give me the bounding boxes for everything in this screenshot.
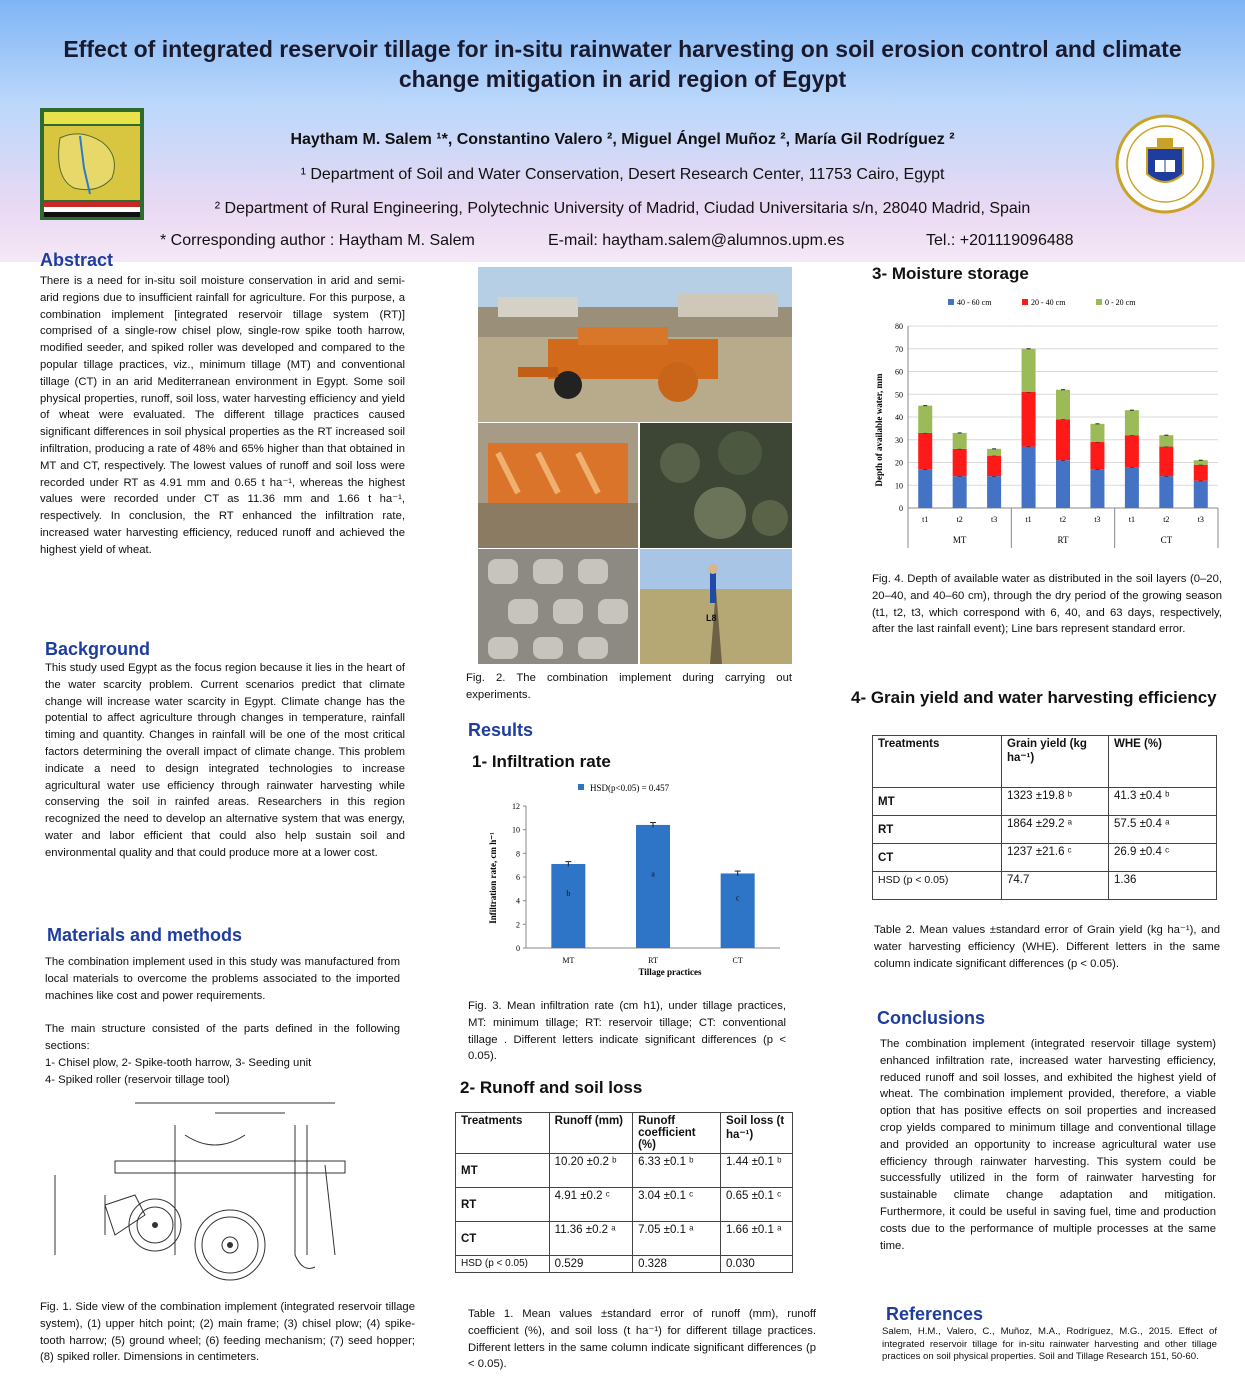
methods-text-1: The combination implement used in this study was manufactured from local materials to overcome the problems associated to the imported machines like cost and power requirements. [45, 956, 400, 1002]
table-header: Treatments [873, 736, 1002, 788]
table-row [873, 816, 1217, 844]
photo-label: L8 [706, 613, 717, 623]
chart2-group-label: RT [1057, 535, 1069, 545]
table-header-row [456, 1113, 793, 1154]
table-cell: HSD (p < 0.05) [873, 872, 1002, 900]
chart2-y-tick-label: 10 [895, 481, 903, 491]
fig4-caption: Fig. 4. Depth of available water as distributed in the soil layers (0–20, 20–40, and 40–60 cm), through the dry period of the growing season (t1, t2, t3, which correspond with 6, 40, and 63 days, respectively, after the last rainfall event); Line bars represent standard error. [872, 573, 1222, 636]
table-cell: 0.65 ±0.1 ᶜ [721, 1188, 793, 1222]
spiked-roller-photo [640, 423, 792, 548]
poster-title: Effect of integrated reservoir tillage for in-situ rainwater harvesting on soil erosion control and climate change mitigation in arid region of Egypt [63, 36, 1182, 92]
chart2-bar-segment [1194, 460, 1208, 465]
table-cell: MT [456, 1154, 550, 1188]
infiltration-heading: 1- Infiltration rate [472, 752, 611, 771]
chart2-ylabel: Depth of available water, mm [874, 373, 884, 487]
chart2-y-tick-label: 60 [895, 367, 903, 377]
chart2-bar-segment [987, 449, 1001, 456]
chart2-bar-segment [1194, 465, 1208, 481]
table-cell: 1.44 ±0.1 ᵇ [721, 1154, 793, 1188]
chart2-y-tick-label: 0 [899, 504, 903, 513]
chart2-bar-segment [953, 476, 967, 508]
chart2-y-tick-label: 80 [895, 322, 903, 331]
chart2-y-tick-label: 50 [895, 390, 903, 400]
legend-swatch [578, 784, 584, 790]
table-header: Runoff (mm) [549, 1113, 632, 1154]
desert-research-center-logo [40, 108, 144, 220]
affiliation-2: ² Department of Rural Engineering, Polytechnic University of Madrid, Ciudad Universitaria s/n, 28040 Madrid, Spain [214, 200, 1031, 217]
table-cell: HSD (p < 0.05) [456, 1256, 550, 1273]
runoff-table [455, 1112, 793, 1273]
methods-text-2: The main structure consisted of the parts defined in the following sections: [45, 1023, 400, 1052]
table-cell: 74.7 [1002, 872, 1109, 900]
references-heading: References [886, 1304, 984, 1324]
chart1-significance-letter: a [651, 869, 655, 879]
chart2-y-tick-label: 40 [895, 413, 903, 422]
chart2-bar-segment [1125, 435, 1139, 467]
chart1-significance-letter: b [566, 888, 571, 898]
table-row [873, 788, 1217, 816]
methods-list-1: 1- Chisel plow, 2- Spike-tooth harrow, 3- Seeding unit [45, 1057, 312, 1069]
fig3-caption: Fig. 3. Mean infiltration rate (cm h1), under tillage practices, MT: minimum tillage; RT: reservoir tillage; CT: conventional tillage . Different letters indicate significant differences (p < 0.05). [468, 1000, 786, 1063]
chart2-x-tick-label: t1 [1128, 515, 1136, 524]
chart2-bar-segment [1125, 410, 1139, 435]
background-heading: Background [45, 639, 151, 659]
soil-reservoir-pattern-photo [478, 549, 638, 664]
chart2-bar-segment [1022, 392, 1036, 447]
chart2-bar-segment [953, 449, 967, 476]
chart2-x-tick-label: t2 [1059, 515, 1067, 524]
table-cell: 26.9 ±0.4 ᶜ [1109, 844, 1217, 872]
abstract-heading: Abstract [40, 250, 114, 270]
chart2-bar-segment [953, 433, 967, 449]
table-cell: 0.328 [633, 1256, 721, 1273]
chart1-y-tick-label: 12 [512, 802, 520, 811]
chart2-legend-swatch [1096, 299, 1102, 305]
upm-seal-logo [1113, 108, 1217, 220]
chart2-bar-segment [1056, 419, 1070, 460]
chart2-y-tick-label: 30 [895, 435, 903, 445]
chart2-bar-segment [987, 476, 1001, 508]
table-header: Treatments [456, 1113, 550, 1154]
chart2-x-tick-label: t3 [990, 515, 998, 524]
chart2-bar-segment [1159, 435, 1173, 446]
references-text: Salem, H.M., Valero, C., Muñoz, M.A., Rodríguez, M.G., 2015. Effect of integrated reservoir tillage for in-situ rainwater harvesting and other tillage practices on soil physical properties. Soil and Tillage Research 151, 50-60. [882, 1326, 1217, 1362]
chart1-xlabel: Tillage practices [638, 967, 702, 977]
conclusions-heading: Conclusions [877, 1008, 986, 1028]
implement-side-view-drawing [45, 1095, 405, 1295]
chart2-bar-segment [1056, 460, 1070, 508]
chart1-y-tick-label: 10 [512, 825, 520, 835]
table-cell: 3.04 ±0.1 ᶜ [633, 1188, 721, 1222]
table-row [456, 1188, 793, 1222]
moisture-heading: 3- Moisture storage [872, 264, 1029, 283]
table2-caption: Table 2. Mean values ±standard error of Grain yield (kg ha⁻¹), and water harvesting efficiency (WHE). Different letters in the same column indicate significant differences (p < 0.05). [874, 924, 1220, 970]
table-cell: 11.36 ±0.2 ᵃ [549, 1222, 632, 1256]
table-row [456, 1222, 793, 1256]
chart2-group-label: CT [1160, 535, 1173, 545]
implement-photo-field [478, 267, 792, 422]
poster-header [0, 0, 1245, 262]
chart2-bar-segment [1090, 442, 1104, 469]
table1-caption: Table 1. Mean values ±standard error of runoff (mm), runoff coefficient (%), and soil loss (t ha⁻¹) for different tillage practices. Different letters in the same column indicate significant differences (p < 0.05). [468, 1308, 816, 1371]
chart2-legend-swatch [1022, 299, 1028, 305]
author-email: E-mail: haytham.salem@alumnos.upm.es [548, 232, 845, 249]
table-cell: 1237 ±21.6 ᶜ [1002, 844, 1109, 872]
table-header-row [873, 736, 1217, 788]
wheat-field-photo [640, 549, 792, 664]
table-cell: 10.20 ±0.2 ᵇ [549, 1154, 632, 1188]
table-cell: CT [456, 1222, 550, 1256]
chart2-y-tick-label: 20 [895, 458, 903, 468]
yield-table [872, 735, 1217, 900]
chart2-bar-segment [1090, 424, 1104, 442]
chart2-bar-segment [1159, 447, 1173, 477]
background-text: This study used Egypt as the focus region because it lies in the heart of the water scarcity problem. Current scenarios predict that climate change will increase water scarcity in Egypt. Climate change has the potential to affect agriculture through changes in temperature, rainfall timing and quantity. Changes in rainfall will be one of the most critical factors determining the overall impact of climate change. This problem indicate a need to design integrated technologies to increase agricultural water use efficiency through rainwater harvesting while conserving the soil in rainfed areas. Researchers in this region recognized the need to develop an alternative system that was energy, water and labor efficient that could also help sustain soil and environmental quality and that could produce more at a lower cost. [45, 662, 405, 859]
chart2-bar-segment [1022, 447, 1036, 508]
chart2-bar-segment [1090, 469, 1104, 508]
conclusions-text: The combination implement (integrated reservoir tillage system) enhanced infiltration rate, increased water harvesting efficiency, reduced runoff and soil losses, and exhibited the highest yield of wheat. The combination implement provided, therefore, a viable option that has positive effects on soil properties and increased crop yields compared to minimum tillage and conventional tillage and provided an opportunity to increase agricultural water use efficiency through rainwater harvesting. This system could be successfully utilized in the form of rainwater harvesting for sustainable climate change adaptation and mitigation. Furthermore, it could be useful in saving fuel, time and production costs due to the performance of multiple processes at the same time. [880, 1038, 1216, 1252]
chart1-bar [636, 825, 670, 948]
table-row [456, 1256, 793, 1273]
methods-heading: Materials and methods [47, 925, 243, 945]
chart2-x-tick-label: t3 [1094, 515, 1101, 524]
chart1-y-tick-label: 0 [516, 944, 520, 953]
table-cell: MT [873, 788, 1002, 816]
table-cell: 1.66 ±0.1 ᵃ [721, 1222, 793, 1256]
chart1-x-tick-label: MT [562, 956, 575, 965]
chart1-y-tick-label: 8 [516, 849, 520, 859]
chart1-x-tick-label: RT [648, 956, 658, 965]
chart2-x-tick-label: t2 [1163, 515, 1170, 524]
chart1-y-tick-label: 4 [516, 896, 520, 906]
methods-list-2: 4- Spiked roller (reservoir tillage tool) [45, 1074, 230, 1086]
chart2-bar-segment [1125, 467, 1139, 508]
table-row [873, 872, 1217, 900]
author-list: Haytham M. Salem ¹*, Constantino Valero ², Miguel Ángel Muñoz ², María Gil Rodríguez ² [290, 131, 955, 148]
chart2-x-tick-label: t1 [1025, 515, 1032, 524]
infiltration-chart [480, 778, 800, 996]
table-cell: 1.36 [1109, 872, 1217, 900]
results-heading: Results [468, 720, 534, 740]
table-header: Grain yield (kg ha⁻¹) [1002, 736, 1109, 788]
chart2-bar-segment [918, 433, 932, 469]
table-cell: 57.5 ±0.4 ᵃ [1109, 816, 1217, 844]
chart2-bar-segment [918, 469, 932, 508]
chart2-group-label: MT [952, 535, 967, 545]
chart1-ylabel: Infiltration rate, cm h⁻¹ [488, 832, 498, 924]
abstract-text: There is a need for in-situ soil moisture conservation in arid and semi-arid regions due to insufficient rainfall for agriculture. For this purpose, a combination implement [integrated reservoir tillage system (RT)] comprised of a single-row chisel plow, single-row spike tooth harrow, modified seeder, and spiked roller was developed and compared to the popular tillage practices, viz., minimum tillage (MT) and conventional tillage (CT) in an arid Mediterranean environment in Egypt. Some soil physical properties, runoff, soil loss, water harvesting efficiency and yield of wheat were evaluated. The different tillage practices caused significant differences in soil physical properties as the RT increased soil infiltration, producing a rate of 48% and 65% higher than that obtained in MT and CT, respectively. The lowest values of runoff and soil loss were recorded under RT as 4.91 mm and 0.65 t ha⁻¹, whereas the highest values were recorded under CT as 11.36 mm and 1.66 t ha⁻¹, respectively. In conclusion, the RT enhanced the infiltration rate, increased water harvesting efficiency, reduced runoff and achieved the highest yield of wheat. [40, 275, 405, 556]
chart1-y-tick-label: 6 [516, 873, 520, 882]
table-row [456, 1154, 793, 1188]
chart2-bar-segment [1056, 390, 1070, 420]
chart2-bar-segment [1022, 349, 1036, 392]
moisture-storage-chart [868, 290, 1228, 565]
table-cell: 4.91 ±0.2 ᶜ [549, 1188, 632, 1222]
runoff-heading: 2- Runoff and soil loss [460, 1078, 643, 1097]
table-header: WHE (%) [1109, 736, 1217, 788]
table-cell: 0.529 [549, 1256, 632, 1273]
table-cell: 0.030 [721, 1256, 793, 1273]
table-cell: CT [873, 844, 1002, 872]
table-cell: 6.33 ±0.1 ᵇ [633, 1154, 721, 1188]
table-cell: 1864 ±29.2 ᵃ [1002, 816, 1109, 844]
chart1-bar [721, 873, 755, 948]
chart2-legend-label: 40 - 60 cm [957, 298, 992, 307]
implement-photo-closeup [478, 423, 638, 548]
table-row [873, 844, 1217, 872]
chart2-x-tick-label: t3 [1197, 515, 1204, 524]
fig1-caption: Fig. 1. Side view of the combination implement (integrated reservoir tillage system), (1) upper hitch point; (2) main frame; (3) chisel plow; (4) spike-tooth harrow; (5) ground wheel; (6) feeding mechanism; (7) seed hopper; (8) spiked roller. Dimensions in centimeters. [40, 1301, 415, 1364]
chart2-bar-segment [987, 456, 1001, 476]
chart2-bar-segment [918, 406, 932, 433]
table-cell: RT [456, 1188, 550, 1222]
chart1-x-tick-label: CT [732, 956, 743, 965]
table-header: Soil loss (t ha⁻¹) [721, 1113, 793, 1154]
table-cell: 7.05 ±0.1 ᵃ [633, 1222, 721, 1256]
table-cell: RT [873, 816, 1002, 844]
table-cell: 1323 ±19.8 ᵇ [1002, 788, 1109, 816]
corresponding-author: * Corresponding author : Haytham M. Salem [160, 232, 475, 249]
chart2-bar-segment [1159, 476, 1173, 508]
chart1-significance-letter: c [735, 893, 740, 903]
chart1-legend: HSD(p<0.05) = 0.457 [590, 783, 670, 793]
table-cell: 41.3 ±0.4 ᵇ [1109, 788, 1217, 816]
table-header: Runoff coefficient (%) [633, 1113, 721, 1154]
chart2-legend-swatch [948, 299, 954, 305]
yield-heading: 4- Grain yield and water harvesting efficiency [851, 688, 1217, 707]
chart1-y-tick-label: 2 [516, 920, 520, 930]
chart2-legend-label: 0 - 20 cm [1105, 298, 1136, 307]
chart2-x-tick-label: t2 [956, 515, 963, 524]
chart2-bar-segment [1194, 481, 1208, 508]
chart1-bar [551, 864, 585, 948]
affiliation-1: ¹ Department of Soil and Water Conservation, Desert Research Center, 11753 Cairo, Egypt [300, 166, 945, 183]
fig2-caption: Fig. 2. The combination implement during carrying out experiments. [466, 672, 792, 701]
chart2-x-tick-label: t1 [922, 515, 929, 524]
chart2-legend-label: 20 - 40 cm [1031, 298, 1066, 307]
chart2-y-tick-label: 70 [895, 344, 903, 354]
author-phone: Tel.: +201119096488 [926, 232, 1074, 249]
